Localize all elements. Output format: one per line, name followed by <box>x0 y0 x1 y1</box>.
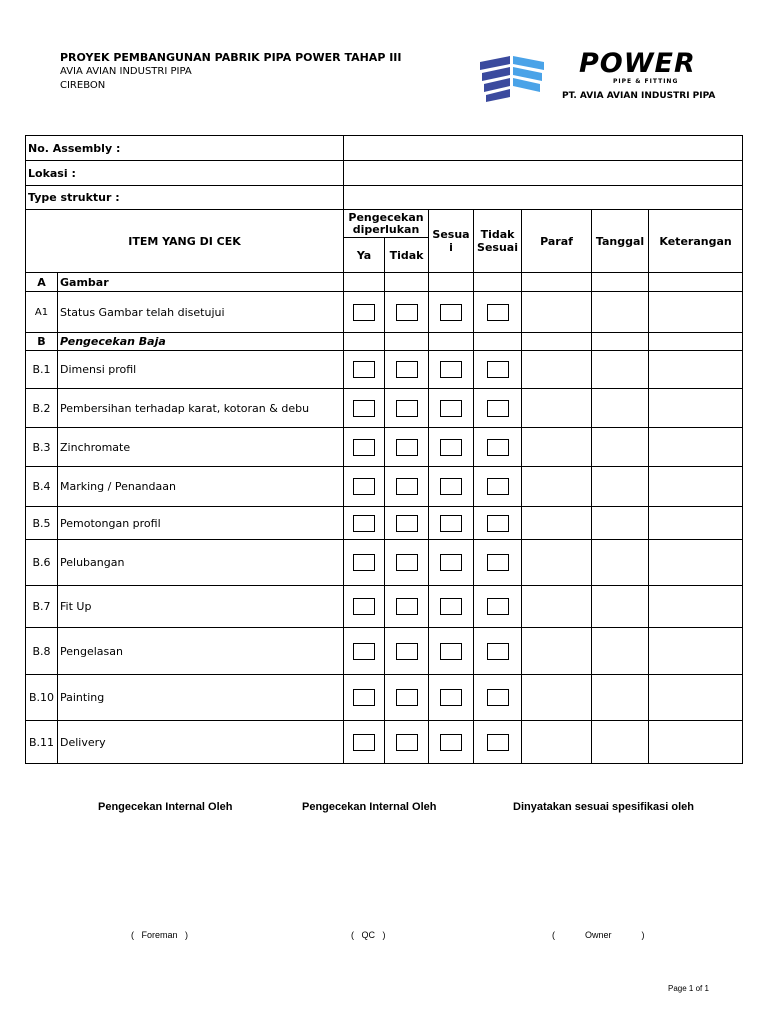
check-required-header: Pengecekan diperlukan <box>344 210 429 238</box>
tidak-sesuai-checkbox[interactable] <box>487 643 509 660</box>
tidak-sesuai-checkbox[interactable] <box>487 598 509 615</box>
sesuai-checkbox[interactable] <box>440 304 462 321</box>
checklist-row <box>26 586 743 628</box>
info-label: No. Assembly : <box>26 136 344 161</box>
tidak-sesuai-checkbox[interactable] <box>487 439 509 456</box>
tanggal-header: Tanggal <box>592 210 649 273</box>
signature-role-qc: ( QC ) <box>351 930 386 940</box>
item-label: Dimensi profil <box>58 351 344 389</box>
checklist-row <box>26 507 743 540</box>
info-row <box>26 161 743 186</box>
tidak-checkbox[interactable] <box>396 304 418 321</box>
item-label: Delivery <box>58 721 344 764</box>
item-code: B.6 <box>26 540 58 586</box>
tanggal-field[interactable] <box>592 389 649 428</box>
checklist-row <box>26 675 743 721</box>
tanggal-field[interactable] <box>592 467 649 507</box>
ya-header: Ya <box>344 238 385 273</box>
item-label: Zinchromate <box>58 428 344 467</box>
tidak-checkbox[interactable] <box>396 439 418 456</box>
paraf-field[interactable] <box>522 721 592 764</box>
item-label: Fit Up <box>58 586 344 628</box>
tanggal-field[interactable] <box>592 507 649 540</box>
info-value-field[interactable] <box>344 186 743 210</box>
section-row <box>26 273 743 292</box>
tanggal-field[interactable] <box>592 675 649 721</box>
power-logo-mark-icon <box>478 56 550 102</box>
tidak-checkbox[interactable] <box>396 734 418 751</box>
ya-checkbox[interactable] <box>353 304 375 321</box>
ya-checkbox[interactable] <box>353 554 375 571</box>
tidak-checkbox[interactable] <box>396 478 418 495</box>
sesuai-checkbox[interactable] <box>440 478 462 495</box>
keterangan-field[interactable] <box>649 428 743 467</box>
ya-checkbox[interactable] <box>353 361 375 378</box>
tidak-sesuai-checkbox[interactable] <box>487 478 509 495</box>
tidak-header: Tidak <box>385 238 429 273</box>
paraf-field[interactable] <box>522 586 592 628</box>
item-label: Pembersihan terhadap karat, kotoran & debu <box>58 389 344 428</box>
ya-checkbox[interactable] <box>353 478 375 495</box>
item-code: B.10 <box>26 675 58 721</box>
info-label: Lokasi : <box>26 161 344 186</box>
paraf-field[interactable] <box>522 540 592 586</box>
keterangan-field[interactable] <box>649 540 743 586</box>
ya-checkbox[interactable] <box>353 734 375 751</box>
sesuai-checkbox[interactable] <box>440 515 462 532</box>
item-column-header: ITEM YANG DI CEK <box>26 210 344 273</box>
item-code: B.11 <box>26 721 58 764</box>
paraf-field[interactable] <box>522 389 592 428</box>
item-code: B.8 <box>26 628 58 675</box>
ya-checkbox[interactable] <box>353 439 375 456</box>
tidak-checkbox[interactable] <box>396 689 418 706</box>
paraf-field[interactable] <box>522 507 592 540</box>
page-number: Page 1 of 1 <box>668 984 709 993</box>
ya-checkbox[interactable] <box>353 643 375 660</box>
checklist-table <box>25 135 743 764</box>
tidak-checkbox[interactable] <box>396 598 418 615</box>
checklist-row <box>26 628 743 675</box>
checklist-row <box>26 389 743 428</box>
tanggal-field[interactable] <box>592 540 649 586</box>
checklist-row <box>26 351 743 389</box>
tidak-sesuai-checkbox[interactable] <box>487 515 509 532</box>
tidak-checkbox[interactable] <box>396 361 418 378</box>
item-label: Status Gambar telah disetujui <box>58 292 344 333</box>
tanggal-field[interactable] <box>592 428 649 467</box>
paraf-field[interactable] <box>522 351 592 389</box>
tidak-checkbox[interactable] <box>396 515 418 532</box>
sesuai-checkbox[interactable] <box>440 439 462 456</box>
tidak-checkbox[interactable] <box>396 554 418 571</box>
tidak-sesuai-checkbox[interactable] <box>487 304 509 321</box>
sesuai-checkbox[interactable] <box>440 734 462 751</box>
tanggal-field[interactable] <box>592 351 649 389</box>
signature-role-foreman: ( Foreman ) <box>131 930 189 940</box>
keterangan-field[interactable] <box>649 467 743 507</box>
info-label: Type struktur : <box>26 186 344 210</box>
keterangan-header: Keterangan <box>649 210 743 273</box>
item-code: B.3 <box>26 428 58 467</box>
sesuai-checkbox[interactable] <box>440 598 462 615</box>
item-code: A1 <box>26 292 58 333</box>
column-header-row <box>26 210 743 238</box>
item-code: B.1 <box>26 351 58 389</box>
ya-checkbox[interactable] <box>353 515 375 532</box>
tidak-checkbox[interactable] <box>396 400 418 417</box>
signature-label-qc: Pengecekan Internal Oleh <box>302 801 437 813</box>
keterangan-field[interactable] <box>649 389 743 428</box>
info-row <box>26 136 743 161</box>
paraf-field[interactable] <box>522 467 592 507</box>
tidak-sesuai-checkbox[interactable] <box>487 689 509 706</box>
tanggal-field[interactable] <box>592 586 649 628</box>
paraf-field[interactable] <box>522 628 592 675</box>
ya-checkbox[interactable] <box>353 598 375 615</box>
tidak-sesuai-checkbox[interactable] <box>487 554 509 571</box>
sesuai-checkbox[interactable] <box>440 361 462 378</box>
tidak-sesuai-checkbox[interactable] <box>487 400 509 417</box>
sesuai-checkbox[interactable] <box>440 643 462 660</box>
section-code: A <box>26 273 58 292</box>
checklist-row <box>26 467 743 507</box>
paraf-field[interactable] <box>522 675 592 721</box>
paraf-header: Paraf <box>522 210 592 273</box>
sesuai-checkbox[interactable] <box>440 689 462 706</box>
info-value-field[interactable] <box>344 161 743 186</box>
checklist-row <box>26 540 743 586</box>
signature-role-owner: ( Owner ) <box>552 930 645 940</box>
project-title: PROYEK PEMBANGUNAN PABRIK PIPA POWER TAHAP III <box>60 51 402 64</box>
tidak-sesuai-checkbox[interactable] <box>487 734 509 751</box>
section-title: Pengecekan Baja <box>58 333 344 351</box>
paraf-field[interactable] <box>522 292 592 333</box>
paraf-field[interactable] <box>522 428 592 467</box>
section-code: B <box>26 333 58 351</box>
brand-subtitle: PIPE & FITTING <box>613 78 679 85</box>
info-row <box>26 186 743 210</box>
tanggal-field[interactable] <box>592 721 649 764</box>
document-header <box>60 51 402 93</box>
keterangan-field[interactable] <box>649 721 743 764</box>
sesuai-checkbox[interactable] <box>440 554 462 571</box>
tanggal-field[interactable] <box>592 292 649 333</box>
company-name: PT. AVIA AVIAN INDUSTRI PIPA <box>562 91 716 101</box>
item-code: B.2 <box>26 389 58 428</box>
keterangan-field[interactable] <box>649 507 743 540</box>
ya-checkbox[interactable] <box>353 400 375 417</box>
item-label: Painting <box>58 675 344 721</box>
item-label: Pelubangan <box>58 540 344 586</box>
item-code: B.5 <box>26 507 58 540</box>
checklist-row <box>26 428 743 467</box>
tidak-checkbox[interactable] <box>396 643 418 660</box>
keterangan-field[interactable] <box>649 292 743 333</box>
section-row <box>26 333 743 351</box>
item-label: Pemotongan profil <box>58 507 344 540</box>
checklist-row <box>26 721 743 764</box>
brand-name: POWER <box>579 48 696 79</box>
keterangan-field[interactable] <box>649 628 743 675</box>
info-value-field[interactable] <box>344 136 743 161</box>
tidak-sesuai-checkbox[interactable] <box>487 361 509 378</box>
city-line: CIREBON <box>60 80 106 91</box>
signature-label-foreman: Pengecekan Internal Oleh <box>98 801 233 813</box>
tidak-sesuai-header: Tidak Sesuai <box>474 210 522 273</box>
company-line: AVIA AVIAN INDUSTRI PIPA <box>60 66 192 77</box>
sesuai-header: Sesua i <box>429 210 474 273</box>
item-code: B.7 <box>26 586 58 628</box>
item-label: Pengelasan <box>58 628 344 675</box>
checklist-row <box>26 292 743 333</box>
ya-checkbox[interactable] <box>353 689 375 706</box>
item-code: B.4 <box>26 467 58 507</box>
section-title: Gambar <box>58 273 344 292</box>
sesuai-checkbox[interactable] <box>440 400 462 417</box>
keterangan-field[interactable] <box>649 675 743 721</box>
tanggal-field[interactable] <box>592 628 649 675</box>
keterangan-field[interactable] <box>649 351 743 389</box>
keterangan-field[interactable] <box>649 586 743 628</box>
signature-label-owner: Dinyatakan sesuai spesifikasi oleh <box>513 801 694 813</box>
item-label: Marking / Penandaan <box>58 467 344 507</box>
